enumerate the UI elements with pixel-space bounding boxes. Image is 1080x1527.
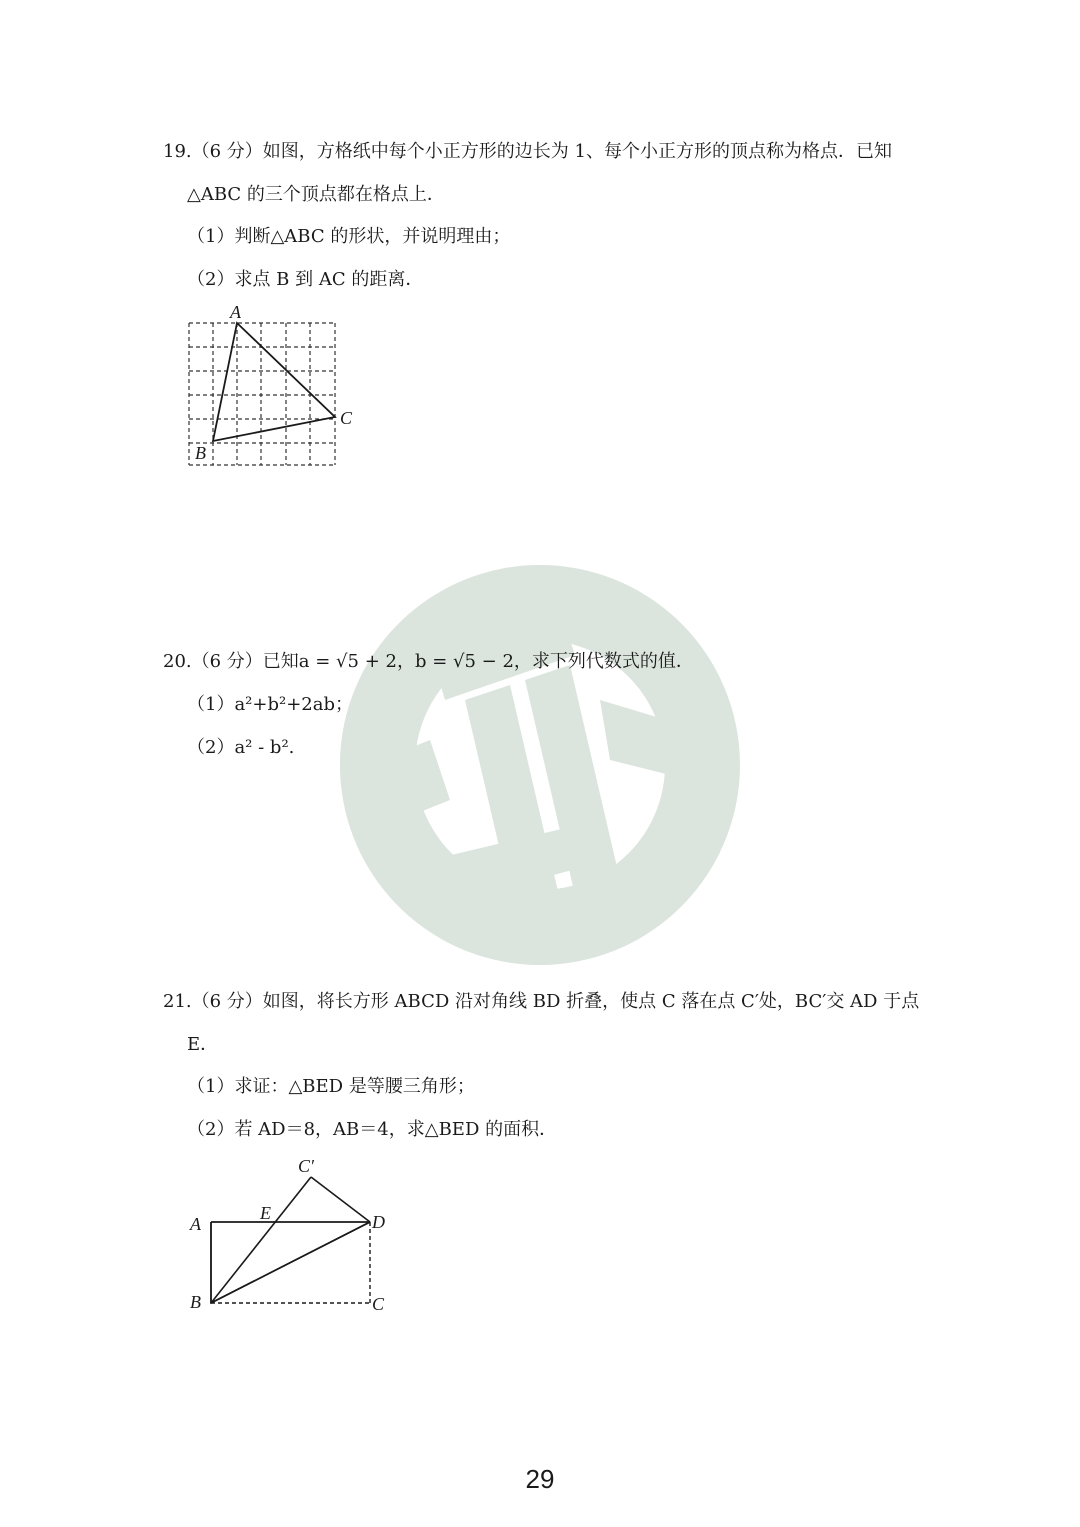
label-c: C bbox=[372, 1294, 385, 1314]
diagonal-bd bbox=[211, 1222, 370, 1303]
q21-part1: （1）求证：△BED 是等腰三角形； bbox=[187, 1076, 475, 1097]
q20-part2: （2）a² - b². bbox=[187, 737, 295, 758]
q20-stem: 20.（6 分）已知a = √5 + 2，b = √5 − 2，求下列代数式的值． bbox=[163, 651, 694, 672]
q19-grid-figure bbox=[180, 300, 380, 470]
segment-cprime-d bbox=[311, 1177, 370, 1222]
label-e: E bbox=[260, 1203, 271, 1223]
triangle-abc bbox=[213, 323, 335, 441]
page-number: 29 bbox=[525, 1464, 555, 1494]
q21-stem-line2: E． bbox=[187, 1034, 219, 1055]
label-a: A bbox=[190, 1214, 201, 1234]
label-a: A bbox=[230, 302, 241, 322]
q20-part1: （1）a²+b²+2ab； bbox=[187, 694, 354, 715]
q19-stem-line1: 19.（6 分）如图，方格纸中每个小正方形的边长为 1、每个小正方形的顶点称为格点．已知 bbox=[163, 141, 892, 162]
label-c: C bbox=[340, 408, 353, 428]
q21-fold-figure bbox=[180, 1150, 410, 1320]
q21-part2: （2）若 AD＝8，AB＝4，求△BED 的面积． bbox=[187, 1119, 558, 1140]
label-d: D bbox=[372, 1212, 385, 1232]
q19-part1: （1）判断△ABC 的形状，并说明理由； bbox=[187, 226, 511, 247]
q19-stem-line2: △ABC 的三个顶点都在格点上． bbox=[187, 184, 445, 205]
label-b: B bbox=[190, 1292, 201, 1312]
q19-part2: （2）求点 B 到 AC 的距离． bbox=[187, 269, 424, 290]
segment-bcprime bbox=[211, 1177, 311, 1303]
label-b: B bbox=[195, 443, 206, 463]
q21-stem-line1: 21.（6 分）如图，将长方形 ABCD 沿对角线 BD 折叠，使点 C 落在点 C′处，BC′交 AD 于点 bbox=[163, 991, 920, 1012]
label-cprime: C′ bbox=[298, 1156, 314, 1176]
